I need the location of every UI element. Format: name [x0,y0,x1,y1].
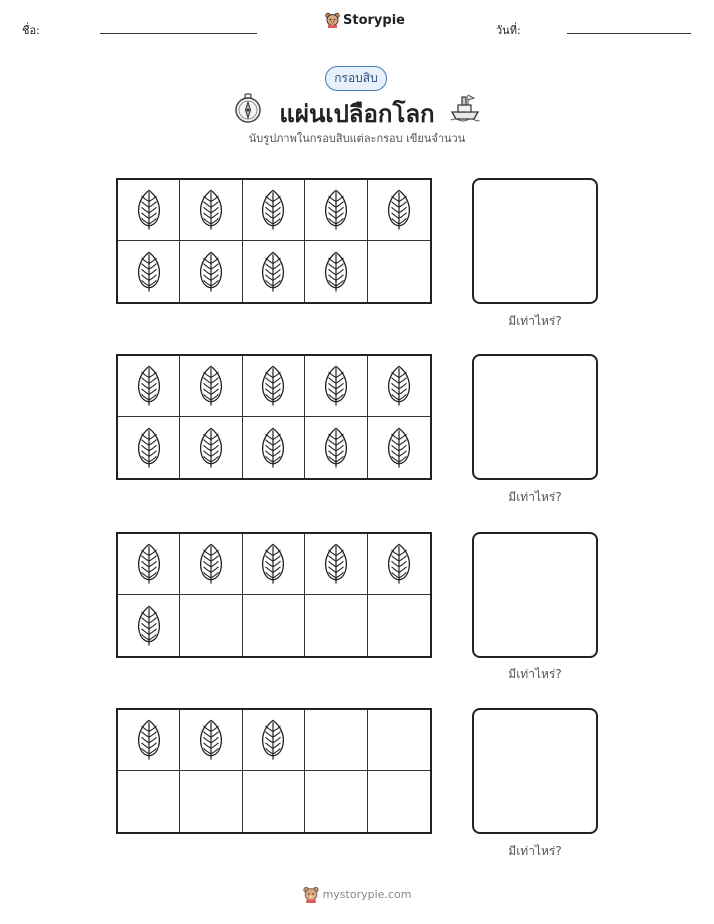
name-line[interactable] [100,33,257,34]
date-line[interactable] [567,33,691,34]
question-label: มีเท่าไหร่? [508,667,562,681]
ten-frame [116,532,432,658]
frame-cell [243,180,305,241]
frame-cell [180,595,242,656]
answer-box[interactable] [472,532,598,658]
frame-cell [305,356,367,417]
frame-cell [118,771,180,832]
frame-cell [180,417,242,478]
frame-cell [118,356,180,417]
name-label: ชื่อ: [22,24,40,37]
leaf-icon [197,426,225,470]
leaf-icon [385,426,413,470]
leaf-icon [259,188,287,232]
frame-cell [243,595,305,656]
leaf-icon [135,718,163,762]
frame-cell [368,356,430,417]
frame-cell [243,534,305,595]
frame-cell [118,710,180,771]
frame-cell [180,710,242,771]
leaf-icon [135,426,163,470]
leaf-icon [322,188,350,232]
question-label: มีเท่าไหร่? [508,314,562,328]
frame-cell [243,771,305,832]
bear-mascot-icon [303,886,319,903]
ten-frame [116,354,432,480]
leaf-icon [197,364,225,408]
leaf-icon [197,188,225,232]
answer-box[interactable] [472,708,598,834]
leaf-icon [197,718,225,762]
leaf-icon [385,364,413,408]
frame-cell [118,534,180,595]
frame-cell [180,356,242,417]
frame-cell [243,417,305,478]
frame-cell [305,771,367,832]
leaf-icon [259,718,287,762]
leaf-icon [259,426,287,470]
instructions: นับรูปภาพในกรอบสิบแต่ละกรอบ เขียนจำนวน [248,132,466,145]
frame-cell [305,710,367,771]
frame-cell [305,180,367,241]
frame-cell [118,180,180,241]
frame-cell [368,710,430,771]
leaf-icon [259,364,287,408]
frame-cell [118,241,180,302]
frame-cell [368,534,430,595]
question-label: มีเท่าไหร่? [508,490,562,504]
leaf-icon [135,364,163,408]
leaf-icon [197,250,225,294]
frame-cell [118,595,180,656]
leaf-icon [322,250,350,294]
answer-box[interactable] [472,354,598,480]
ship-icon [450,92,480,122]
frame-cell [305,241,367,302]
frame-cell [243,710,305,771]
question-label: มีเท่าไหร่? [508,844,562,858]
frame-cell [305,534,367,595]
answer-box[interactable] [472,178,598,304]
leaf-icon [322,426,350,470]
brand-name: Storypie [343,12,405,28]
leaf-icon [135,542,163,586]
frame-cell [243,241,305,302]
frame-cell [180,180,242,241]
frame-cell [368,417,430,478]
leaf-icon [197,542,225,586]
leaf-icon [135,250,163,294]
brand [325,12,405,28]
leaf-icon [259,250,287,294]
frame-cell [180,534,242,595]
frame-cell [305,595,367,656]
leaf-icon [259,542,287,586]
bear-mascot-icon [325,12,340,28]
leaf-icon [135,604,163,648]
ten-frame [116,178,432,304]
frame-cell [368,595,430,656]
frame-cell [180,771,242,832]
page-title: แผ่นเปลือกโลก [279,100,435,128]
date-label: วันที่: [496,24,521,37]
leaf-icon [135,188,163,232]
frame-cell [368,771,430,832]
leaf-icon [385,542,413,586]
leaf-icon [322,542,350,586]
topic-badge: กรอบสิบ [325,66,387,91]
frame-cell [118,417,180,478]
frame-cell [305,417,367,478]
frame-cell [243,356,305,417]
footer-url: mystorypie.com [322,888,412,901]
frame-cell [368,180,430,241]
frame-cell [368,241,430,302]
leaf-icon [322,364,350,408]
leaf-icon [385,188,413,232]
frame-cell [180,241,242,302]
footer [0,886,714,903]
ten-frame [116,708,432,834]
